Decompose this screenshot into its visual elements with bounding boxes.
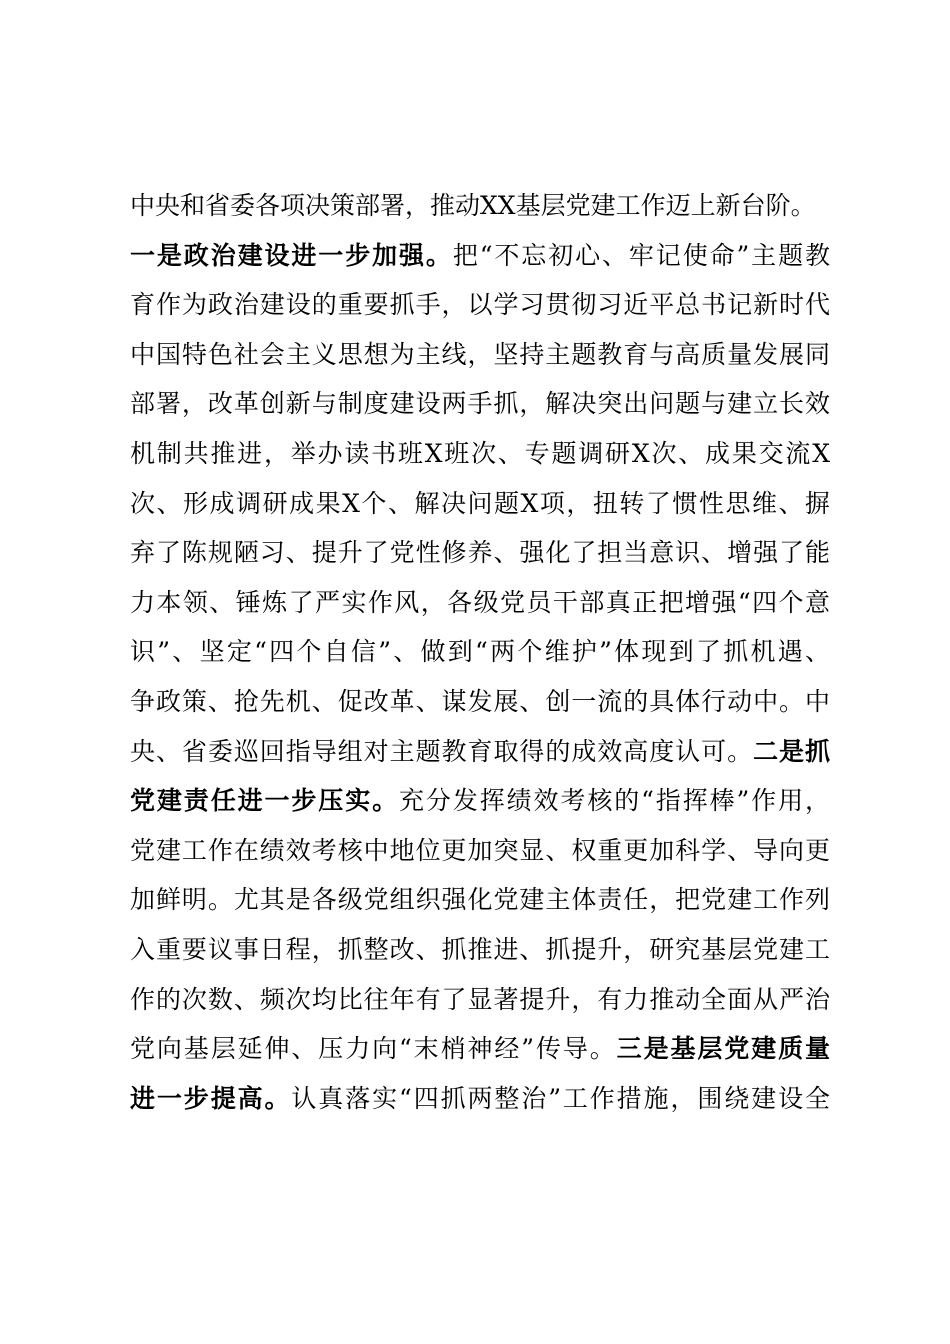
body-text-segment: 部署，改革创新与制度建设两手抓，解决突出问题与建立长效 — [130, 389, 830, 419]
text-line — [130, 682, 830, 722]
body-text-segment: 把“不忘初心、牢记使命”主题教 — [452, 240, 830, 270]
body-text-segment: 中国特色社会主义思想为主线，坚持主题教育与高质量发展同 — [130, 339, 830, 369]
text-line — [130, 930, 830, 970]
body-text-segment: 育作为政治建设的重要抓手，以学习贯彻习近平总书记新时代 — [130, 290, 830, 320]
body-text-segment: 次、形成调研成果X个、解决问题X项，扭转了惯性思维、摒 — [130, 488, 830, 518]
text-line — [130, 732, 830, 772]
text-line — [130, 186, 830, 226]
body-text-segment: 中央和省委各项决策部署，推动XX基层党建工作迈上新台阶。 — [130, 191, 816, 220]
text-line — [130, 831, 830, 871]
body-text-segment: 机制共推进，举办读书班X班次、专题调研X次、成果交流X — [130, 439, 830, 468]
text-line — [130, 632, 830, 672]
body-text-segment: 识”、坚定“四个自信”、做到“两个维护”体现到了抓机遇、 — [130, 637, 830, 667]
bold-heading-text: 进一步提高。 — [130, 1083, 292, 1113]
bold-heading-text: 二是抓 — [753, 736, 830, 766]
body-text-segment: 力本领、锤炼了严实作风，各级党员干部真正把增强“四个意 — [130, 587, 830, 617]
body-text-segment: 弃了陈规陋习、提升了党性修养、强化了担当意识、增强了能 — [130, 538, 830, 568]
body-text-segment: 央、省委巡回指导组对主题教育取得的成效高度认可。 — [130, 736, 754, 766]
body-text-segment: 加鲜明。尤其是各级党组织强化党建主体责任，把党建工作列 — [130, 885, 830, 915]
text-line — [130, 384, 830, 424]
body-text-segment: 党建工作在绩效考核中地位更加突显、权重更加科学、导向更 — [130, 835, 830, 865]
text-line — [130, 583, 830, 623]
text-line — [130, 533, 830, 573]
bold-heading-text: 三是基层党建质量 — [616, 1034, 830, 1064]
text-line — [130, 1029, 830, 1069]
text-line — [130, 434, 830, 474]
text-line — [130, 781, 830, 821]
body-text-segment: 作的次数、频次均比往年有了显著提升，有力推动全面从严治 — [130, 984, 830, 1014]
bold-heading-text: 一是政治建设进一步加强。 — [130, 240, 453, 270]
text-line — [130, 484, 830, 524]
text-line — [130, 236, 830, 276]
body-text-segment: 争政策、抢先机、促改革、谋发展、创一流的具体行动中。中 — [130, 687, 830, 716]
body-text-segment: 入重要议事日程，抓整改、抓推进、抓提升，研究基层党建工 — [130, 935, 830, 964]
text-line — [130, 1079, 830, 1119]
body-text-segment: 认真落实“四抓两整治”工作措施，围绕建设全 — [291, 1083, 830, 1113]
text-line — [130, 285, 830, 325]
text-line — [130, 335, 830, 375]
text-line — [130, 980, 830, 1020]
text-line — [130, 880, 830, 920]
body-text-segment: 充分发挥绩效考核的“指挥棒”作用， — [399, 786, 830, 816]
bold-heading-text: 党建责任进一步压实。 — [130, 786, 400, 816]
body-text-segment: 党向基层延伸、压力向“末梢神经”传导。 — [130, 1034, 617, 1064]
